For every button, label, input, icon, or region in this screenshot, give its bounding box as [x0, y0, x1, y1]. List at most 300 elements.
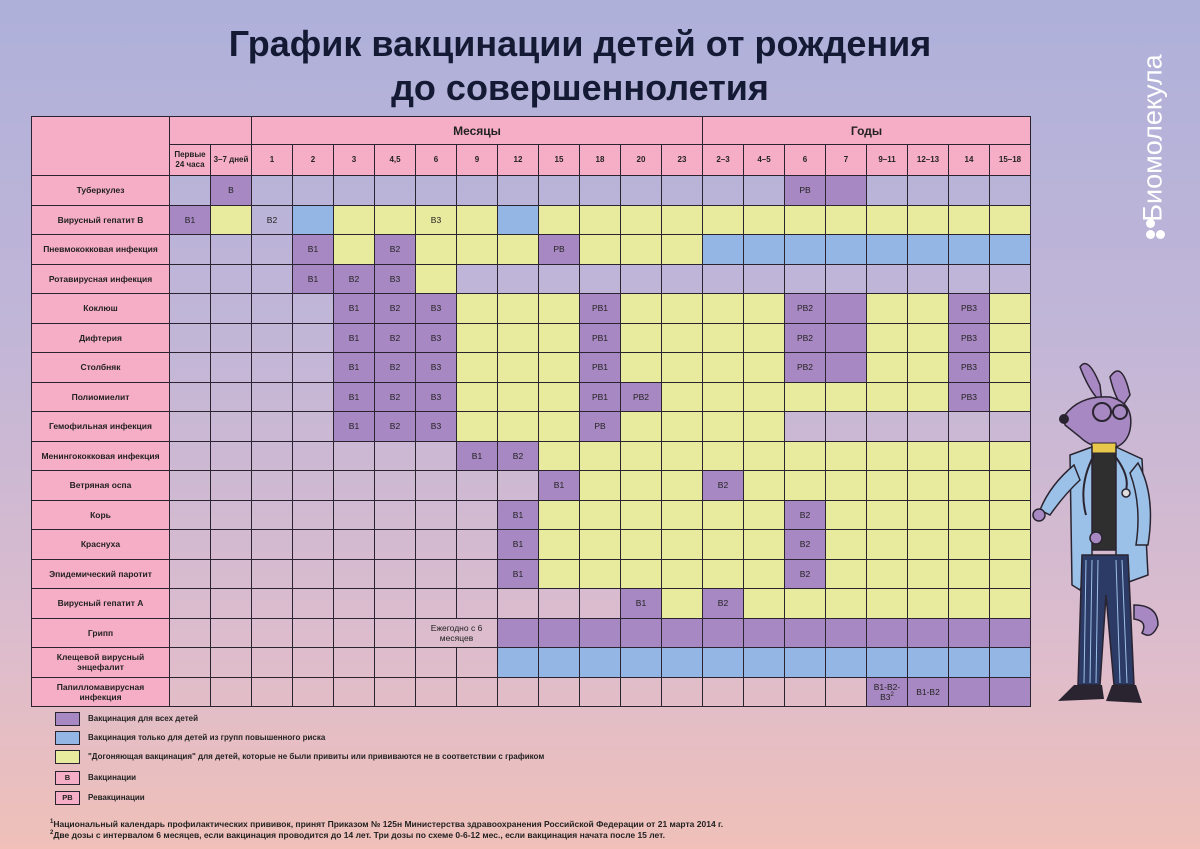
schedule-cell: РВ3 [949, 353, 990, 383]
schedule-cell [826, 176, 867, 206]
schedule-cell [621, 530, 662, 560]
schedule-cell [662, 618, 703, 648]
schedule-cell: В3 [416, 323, 457, 353]
schedule-cell [785, 235, 826, 265]
cell-text: В1-В2-В3 [873, 681, 901, 702]
schedule-cell [662, 648, 703, 678]
schedule-cell: РВ [580, 412, 621, 442]
schedule-cell [744, 294, 785, 324]
schedule-cell [785, 471, 826, 501]
schedule-cell: В2 [703, 589, 744, 619]
schedule-cell [170, 471, 211, 501]
schedule-cell [867, 323, 908, 353]
schedule-cell [211, 618, 252, 648]
schedule-cell: В1 [293, 264, 334, 294]
schedule-cell [334, 500, 375, 530]
schedule-cell [949, 559, 990, 589]
schedule-cell: В1 [334, 353, 375, 383]
schedule-cell [990, 589, 1031, 619]
schedule-cell [580, 235, 621, 265]
schedule-cell [703, 648, 744, 678]
schedule-cell [170, 294, 211, 324]
schedule-cell [662, 235, 703, 265]
schedule-cell [744, 471, 785, 501]
schedule-cell [867, 500, 908, 530]
schedule-cell [252, 353, 293, 383]
schedule-cell [990, 618, 1031, 648]
schedule-cell [908, 559, 949, 589]
schedule-cell [375, 618, 416, 648]
schedule-cell: РВ1 [580, 294, 621, 324]
schedule-cell: В1 [334, 382, 375, 412]
schedule-cell [539, 559, 580, 589]
table-row [32, 205, 1031, 235]
table-row [32, 441, 1031, 471]
footnote-2-text: Две дозы с интервалом 6 месяцев, если вакцинация проводится до 14 лет. Три дозы по схеме 0-6-12 мес., если вакцинация начата после 15 лет. [53, 830, 665, 840]
schedule-cell [498, 264, 539, 294]
schedule-cell [826, 412, 867, 442]
schedule-cell [744, 176, 785, 206]
schedule-cell [744, 235, 785, 265]
page-title [150, 22, 1010, 110]
footnote-1 [50, 819, 723, 830]
schedule-cell [498, 294, 539, 324]
schedule-cell [662, 530, 703, 560]
schedule-cell [990, 205, 1031, 235]
schedule-cell [990, 530, 1031, 560]
schedule-cell [949, 471, 990, 501]
schedule-cell [785, 441, 826, 471]
schedule-cell [334, 205, 375, 235]
schedule-cell [211, 589, 252, 619]
vaccine-name: Вирусный гепатит А [32, 589, 170, 619]
schedule-cell [457, 500, 498, 530]
schedule-cell [703, 205, 744, 235]
schedule-cell [539, 677, 580, 707]
schedule-cell [580, 559, 621, 589]
schedule-cell [293, 205, 334, 235]
schedule-cell [621, 618, 662, 648]
schedule-cell [498, 589, 539, 619]
schedule-cell [293, 500, 334, 530]
schedule-cell: В2 [375, 235, 416, 265]
schedule-cell [662, 500, 703, 530]
schedule-cell: РВ [539, 235, 580, 265]
schedule-cell [621, 412, 662, 442]
schedule-cell: В1 [293, 235, 334, 265]
schedule-cell [990, 559, 1031, 589]
schedule-cell [621, 559, 662, 589]
schedule-cell [703, 382, 744, 412]
schedule-cell [744, 677, 785, 707]
schedule-cell [785, 412, 826, 442]
table-row [32, 530, 1031, 560]
schedule-cell [457, 205, 498, 235]
schedule-cell [334, 559, 375, 589]
schedule-cell: В1 [334, 323, 375, 353]
schedule-cell [539, 500, 580, 530]
legend-label: Вакцинации [88, 773, 137, 782]
schedule-cell [662, 323, 703, 353]
schedule-cell [252, 176, 293, 206]
column-header: 4,5 [375, 145, 416, 176]
corner-cell [32, 117, 170, 176]
schedule-cell [949, 677, 990, 707]
legend-swatch [55, 731, 80, 745]
schedule-cell [416, 559, 457, 589]
schedule-cell [293, 530, 334, 560]
column-header: 23 [662, 145, 703, 176]
schedule-cell [293, 648, 334, 678]
column-header: 3–7 дней [211, 145, 252, 176]
schedule-cell: В3 [416, 412, 457, 442]
schedule-cell [580, 648, 621, 678]
schedule-cell [252, 500, 293, 530]
schedule-cell [990, 323, 1031, 353]
schedule-cell [949, 176, 990, 206]
schedule-cell [211, 235, 252, 265]
schedule-cell [170, 382, 211, 412]
schedule-cell [293, 323, 334, 353]
schedule-cell: В2 [785, 559, 826, 589]
schedule-cell [785, 589, 826, 619]
schedule-cell [334, 648, 375, 678]
vaccine-name: Ветряная оспа [32, 471, 170, 501]
schedule-cell [662, 441, 703, 471]
schedule-cell [457, 353, 498, 383]
schedule-cell [867, 589, 908, 619]
table-row [32, 648, 1031, 678]
schedule-cell [252, 235, 293, 265]
column-header: 3 [334, 145, 375, 176]
schedule-cell [416, 471, 457, 501]
schedule-cell [416, 441, 457, 471]
schedule-cell [498, 353, 539, 383]
column-header: 4–5 [744, 145, 785, 176]
schedule-cell [662, 176, 703, 206]
schedule-cell [170, 441, 211, 471]
schedule-cell [211, 294, 252, 324]
schedule-cell [826, 441, 867, 471]
footnote-1-text: Национальный календарь профилактических прививок, принят Приказом № 125н Министерства здравоохранения Российской Федерации от 21 марта 2014 г. [53, 819, 724, 829]
schedule-cell [252, 559, 293, 589]
schedule-cell [990, 500, 1031, 530]
schedule-cell [539, 353, 580, 383]
schedule-cell [949, 530, 990, 560]
schedule-cell [498, 235, 539, 265]
schedule-cell [498, 677, 539, 707]
schedule-cell [744, 618, 785, 648]
schedule-cell [785, 382, 826, 412]
vaccine-name: Дифтерия [32, 323, 170, 353]
schedule-cell [621, 205, 662, 235]
schedule-cell [252, 441, 293, 471]
schedule-cell [416, 264, 457, 294]
schedule-cell [908, 441, 949, 471]
schedule-cell [908, 264, 949, 294]
schedule-cell: В3 [416, 382, 457, 412]
schedule-cell [662, 471, 703, 501]
schedule-cell [908, 471, 949, 501]
schedule-cell [703, 353, 744, 383]
schedule-cell [949, 205, 990, 235]
schedule-cell [293, 559, 334, 589]
schedule-cell: РВ2 [785, 323, 826, 353]
schedule-cell [826, 382, 867, 412]
schedule-cell: В2 [375, 412, 416, 442]
column-header: 14 [949, 145, 990, 176]
legend-swatch: РВ [55, 791, 80, 805]
schedule-cell [416, 235, 457, 265]
group-header-first-days [170, 117, 252, 145]
column-header: 15 [539, 145, 580, 176]
schedule-cell [867, 412, 908, 442]
schedule-cell: РВ1 [580, 323, 621, 353]
schedule-cell [949, 412, 990, 442]
schedule-cell [826, 471, 867, 501]
schedule-cell: В2 [703, 471, 744, 501]
schedule-cell [580, 471, 621, 501]
schedule-cell [252, 530, 293, 560]
schedule-cell [744, 648, 785, 678]
schedule-cell [457, 176, 498, 206]
schedule-cell [703, 559, 744, 589]
vaccine-name: Грипп [32, 618, 170, 648]
schedule-cell [908, 176, 949, 206]
schedule-cell [621, 441, 662, 471]
vaccine-name: Полиомиелит [32, 382, 170, 412]
schedule-cell [867, 382, 908, 412]
schedule-cell [252, 589, 293, 619]
column-header: Первые 24 часа [170, 145, 211, 176]
vaccine-name: Корь [32, 500, 170, 530]
schedule-cell: РВ1 [580, 382, 621, 412]
schedule-cell [293, 176, 334, 206]
schedule-cell [785, 205, 826, 235]
schedule-cell [252, 677, 293, 707]
schedule-cell [908, 412, 949, 442]
schedule-cell [252, 618, 293, 648]
schedule-cell [826, 589, 867, 619]
schedule-cell [744, 441, 785, 471]
schedule-cell [908, 323, 949, 353]
schedule-cell [334, 530, 375, 560]
column-header: 1 [252, 145, 293, 176]
schedule-cell [662, 677, 703, 707]
schedule-cell [621, 500, 662, 530]
schedule-cell [867, 471, 908, 501]
legend-label: Вакцинация только для детей из групп повышенного риска [88, 733, 326, 742]
schedule-cell [621, 323, 662, 353]
schedule-cell [498, 382, 539, 412]
schedule-cell [662, 559, 703, 589]
schedule-cell: В2 [375, 382, 416, 412]
schedule-cell: В2 [498, 441, 539, 471]
schedule-cell [867, 530, 908, 560]
schedule-cell [211, 412, 252, 442]
schedule-cell [293, 294, 334, 324]
schedule-cell [785, 648, 826, 678]
schedule-cell [826, 264, 867, 294]
schedule-cell [293, 618, 334, 648]
schedule-cell [457, 412, 498, 442]
schedule-cell [293, 589, 334, 619]
footnote-2-mark: 2 [50, 830, 54, 837]
schedule-cell [908, 382, 949, 412]
vaccine-name: Вирусный гепатит В [32, 205, 170, 235]
schedule-cell [252, 294, 293, 324]
schedule-cell [826, 677, 867, 707]
column-header: 20 [621, 145, 662, 176]
schedule-cell [662, 264, 703, 294]
schedule-cell [949, 500, 990, 530]
legend-label: Ревакцинации [88, 793, 145, 802]
schedule-cell [908, 618, 949, 648]
schedule-cell [744, 353, 785, 383]
schedule-cell [580, 677, 621, 707]
schedule-cell [170, 530, 211, 560]
schedule-cell [826, 648, 867, 678]
table-row [32, 412, 1031, 442]
schedule-cell [293, 353, 334, 383]
schedule-cell [498, 648, 539, 678]
table-row [32, 294, 1031, 324]
schedule-cell [211, 264, 252, 294]
schedule-cell [170, 589, 211, 619]
schedule-cell [703, 618, 744, 648]
schedule-cell: Ежегодно с 6 месяцев [416, 618, 498, 648]
schedule-cell [703, 677, 744, 707]
schedule-cell [416, 589, 457, 619]
schedule-cell [990, 648, 1031, 678]
schedule-cell: В3 [416, 294, 457, 324]
schedule-cell [949, 589, 990, 619]
schedule-cell [457, 264, 498, 294]
schedule-cell: В1 [539, 471, 580, 501]
vaccine-name: Туберкулез [32, 176, 170, 206]
legend-swatch: В [55, 771, 80, 785]
schedule-cell [498, 618, 539, 648]
schedule-cell [211, 471, 252, 501]
schedule-cell [867, 353, 908, 383]
vaccine-name: Клещевой вирусный энцефалит [32, 648, 170, 678]
schedule-cell [826, 530, 867, 560]
schedule-cell [375, 530, 416, 560]
table-row [32, 176, 1031, 206]
schedule-cell [867, 618, 908, 648]
schedule-cell: В3 [375, 264, 416, 294]
schedule-cell [621, 677, 662, 707]
schedule-cell [826, 559, 867, 589]
schedule-cell: В1 [498, 559, 539, 589]
schedule-cell [990, 235, 1031, 265]
legend-label: Вакцинация для всех детей [88, 714, 199, 723]
schedule-cell [375, 559, 416, 589]
schedule-cell [908, 235, 949, 265]
schedule-cell [908, 589, 949, 619]
schedule-cell [990, 176, 1031, 206]
schedule-cell [539, 412, 580, 442]
schedule-cell [703, 500, 744, 530]
column-header: 9 [457, 145, 498, 176]
schedule-cell [990, 264, 1031, 294]
table-row [32, 353, 1031, 383]
vaccine-name: Пневмококковая инфекция [32, 235, 170, 265]
schedule-cell: РВ3 [949, 323, 990, 353]
schedule-cell [293, 441, 334, 471]
vaccine-name: Менингококковая инфекция [32, 441, 170, 471]
schedule-cell [826, 294, 867, 324]
schedule-cell [621, 353, 662, 383]
schedule-cell [293, 471, 334, 501]
footnote-ref: 2 [890, 691, 894, 698]
schedule-cell [211, 677, 252, 707]
footnotes [50, 819, 723, 841]
schedule-cell [170, 323, 211, 353]
schedule-cell: В1-В2 [908, 677, 949, 707]
schedule-cell [621, 176, 662, 206]
schedule-cell [539, 176, 580, 206]
schedule-cell [744, 500, 785, 530]
schedule-cell [539, 618, 580, 648]
schedule-cell [990, 294, 1031, 324]
schedule-cell: РВ [785, 176, 826, 206]
schedule-cell [949, 264, 990, 294]
vaccine-name: Ротавирусная инфекция [32, 264, 170, 294]
schedule-cell: РВ3 [949, 382, 990, 412]
schedule-cell [170, 412, 211, 442]
schedule-cell [375, 205, 416, 235]
schedule-cell [211, 353, 252, 383]
column-header: 7 [826, 145, 867, 176]
schedule-cell [457, 648, 498, 678]
table-row [32, 500, 1031, 530]
schedule-cell [211, 648, 252, 678]
schedule-cell [703, 323, 744, 353]
schedule-cell: В2 [375, 353, 416, 383]
schedule-cell [457, 323, 498, 353]
schedule-cell [170, 353, 211, 383]
legend-label: "Догоняющая вакцинация" для детей, которые не были привиты или прививаются не в соответствии с графиком [88, 752, 545, 761]
schedule-cell: В1 [621, 589, 662, 619]
schedule-cell [252, 264, 293, 294]
title-line-2: до совершеннолетия [391, 67, 769, 108]
schedule-cell [334, 176, 375, 206]
schedule-cell: В1 [457, 441, 498, 471]
table-row [32, 264, 1031, 294]
schedule-cell [498, 471, 539, 501]
schedule-cell [211, 205, 252, 235]
vaccine-name: Краснуха [32, 530, 170, 560]
schedule-cell [703, 235, 744, 265]
schedule-cell: РВ2 [785, 294, 826, 324]
group-header-years: Годы [703, 117, 1031, 145]
schedule-cell [580, 264, 621, 294]
schedule-cell: В1 [498, 530, 539, 560]
schedule-cell [539, 648, 580, 678]
table-row [32, 235, 1031, 265]
schedule-cell [949, 441, 990, 471]
schedule-cell [457, 559, 498, 589]
schedule-cell: В3 [416, 205, 457, 235]
schedule-cell [334, 618, 375, 648]
schedule-cell [662, 294, 703, 324]
schedule-cell [990, 471, 1031, 501]
table-row [32, 382, 1031, 412]
vaccine-name: Коклюш [32, 294, 170, 324]
table-row [32, 323, 1031, 353]
column-header: 18 [580, 145, 621, 176]
